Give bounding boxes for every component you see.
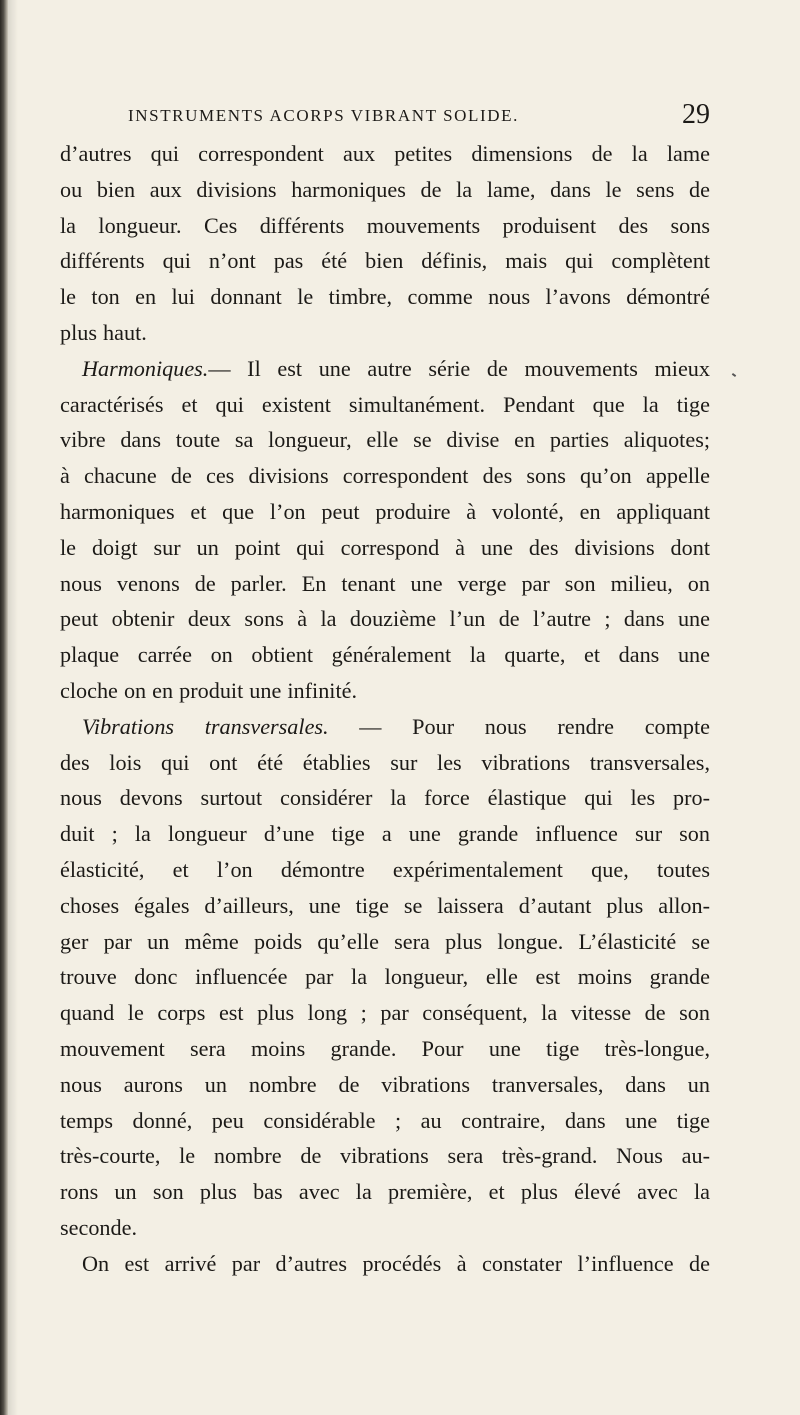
- text-line: trouve donc influencée par la longueur, elle est moins grande: [60, 964, 710, 990]
- page-number: 29: [682, 99, 710, 130]
- text-line: plus haut.: [60, 319, 147, 345]
- text-line: On est arrivé par d’autres procédés à constater l’influence de: [82, 1250, 710, 1276]
- paragraph-vibrations-transversales: [60, 709, 710, 1246]
- gutter-shadow: [8, 0, 18, 1415]
- text-line: rons un son plus bas avec la première, et plus élevé avec la: [60, 1179, 710, 1205]
- margin-mark: [732, 373, 736, 377]
- heading-line-rest: — Pour nous rendre compte: [359, 713, 710, 739]
- text-line: temps donné, peu considérable ; au contraire, dans une tige: [60, 1107, 710, 1133]
- text-line: seconde.: [60, 1214, 138, 1240]
- text-line: à chacune de ces divisions correspondent des sons qu’on appelle: [60, 463, 710, 489]
- text-line: d’autres qui correspondent aux petites dimensions de la lame: [60, 141, 710, 166]
- text-line: mouvement sera moins grande. Pour une tige très-longue,: [60, 1035, 710, 1061]
- paragraph-continuation: [60, 136, 710, 351]
- book-page: [60, 92, 710, 1282]
- text-line: très-courte, le nombre de vibrations sera très-grand. Nous au-: [60, 1143, 710, 1169]
- text-line: le doigt sur un point qui correspond à une des divisions dont: [60, 534, 710, 560]
- text-line: peut obtenir deux sons à la douzième l’un de l’autre ; dans une: [60, 606, 710, 632]
- body-text: [60, 136, 710, 1282]
- heading-line-rest: — Il est une autre série de mouvements mieux: [208, 355, 710, 381]
- book-spine-edge: [0, 0, 8, 1415]
- text-line: cloche on en produit une infinité.: [60, 677, 358, 703]
- section-heading-harmoniques: Harmoniques.: [82, 355, 209, 381]
- text-line: choses égales d’ailleurs, une tige se laissera d’autant plus allon-: [60, 892, 710, 918]
- section-heading-vibrations: Vibrations transversales.: [82, 713, 329, 739]
- paragraph-harmoniques: [60, 351, 710, 709]
- text-line: élasticité, et l’on démontre expérimentalement que, toutes: [60, 856, 710, 882]
- text-line: des lois qui ont été établies sur les vibrations transversales,: [60, 749, 710, 775]
- text-line: plaque carrée on obtient généralement la quarte, et dans une: [60, 642, 710, 668]
- text-line: vibre dans toute sa longueur, elle se divise en parties aliquotes;: [60, 427, 710, 453]
- text-line: la longueur. Ces différents mouvements produisent des sons: [60, 212, 710, 238]
- text-line: le ton en lui donnant le timbre, comme nous l’avons démontré: [60, 284, 710, 310]
- text-line: harmoniques et que l’on peut produire à volonté, en appliquant: [60, 498, 710, 524]
- text-line: ou bien aux divisions harmoniques de la lame, dans le sens de: [60, 176, 710, 202]
- text-line: caractérisés et qui existent simultanément. Pendant que la tige: [60, 391, 710, 417]
- text-line: [60, 709, 710, 745]
- text-line: ger par un même poids qu’elle sera plus longue. L’élasticité se: [60, 928, 710, 954]
- paragraph-final: [60, 1246, 710, 1282]
- text-line: nous aurons un nombre de vibrations tranversales, dans un: [60, 1071, 710, 1097]
- text-line: quand le corps est plus long ; par conséquent, la vitesse de son: [60, 1000, 710, 1026]
- running-head: [60, 92, 710, 136]
- running-title: INSTRUMENTS ACORPS VIBRANT SOLIDE.: [128, 106, 519, 125]
- text-line: différents qui n’ont pas été bien définis, mais qui complètent: [60, 248, 710, 274]
- text-line: duit ; la longueur d’une tige a une grande influence sur son: [60, 821, 710, 847]
- text-line: [60, 351, 710, 387]
- text-line: nous devons surtout considérer la force élastique qui les pro-: [60, 785, 710, 811]
- text-line: nous venons de parler. En tenant une verge par son milieu, on: [60, 570, 710, 596]
